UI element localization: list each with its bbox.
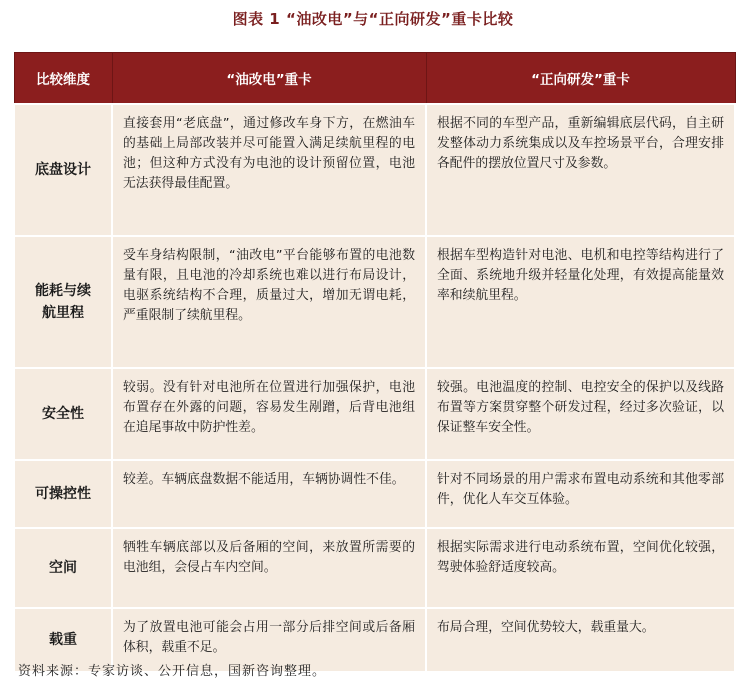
table-row xyxy=(14,104,735,236)
cell-forward-rd: 根据车型构造针对电池、电机和电控等结构进行了全面、系统地升级并轻量化处理，有效提高能量效率和续航里程。 xyxy=(426,236,735,368)
comparison-table xyxy=(13,52,736,673)
row-dimension-energy-range xyxy=(14,236,112,368)
row-dimension-load: 载重 xyxy=(14,608,112,672)
header-dimension: 比较维度 xyxy=(14,53,112,105)
cell-oil-to-electric: 为了放置电池可能会占用一部分后排空间或后备厢体积，载重不足。 xyxy=(112,608,426,672)
cell-oil-to-electric: 较弱。没有针对电池所在位置进行加强保护，电池布置存在外露的问题，容易发生剐蹭，后背电池组在追尾事故中防护性差。 xyxy=(112,368,426,460)
cell-forward-rd: 根据实际需求进行电动系统布置，空间优化较强，驾驶体验舒适度较高。 xyxy=(426,528,735,608)
cell-oil-to-electric: 牺牲车辆底部以及后备厢的空间，来放置所需要的电池组，会侵占车内空间。 xyxy=(112,528,426,608)
table-row xyxy=(14,460,735,528)
table-row xyxy=(14,528,735,608)
table-header-row xyxy=(14,53,735,105)
cell-oil-to-electric: 受车身结构限制，“油改电”平台能够布置的电池数量有限，且电池的冷却系统也难以进行布局设计，电驱系统结构不合理，质量过大，增加无谓电耗，严重限制了续航里程。 xyxy=(112,236,426,368)
header-oil-to-electric: “油改电”重卡 xyxy=(112,53,426,105)
cell-oil-to-electric: 直接套用“老底盘”，通过修改车身下方，在燃油车的基础上局部改装并尽可能置入满足续航里程的电池；但这种方式没有为电池的设计预留位置，电池无法获得最佳配置。 xyxy=(112,104,426,236)
source-note: 资料来源：专家访谈、公开信息，国新咨询整理。 xyxy=(18,664,327,679)
cell-oil-to-electric: 较差。车辆底盘数据不能适用，车辆协调性不佳。 xyxy=(112,460,426,528)
header-forward-rd: “正向研发”重卡 xyxy=(426,53,735,105)
row-dimension-handling: 可操控性 xyxy=(14,460,112,528)
row-dimension-chassis: 底盘设计 xyxy=(14,104,112,236)
row-dimension-safety: 安全性 xyxy=(14,368,112,460)
cell-forward-rd: 根据不同的车型产品，重新编辑底层代码，自主研发整体动力系统集成以及车控场景平台，合理安排各配件的摆放位置尺寸及参数。 xyxy=(426,104,735,236)
dimension-label: 能耗与续航里程 xyxy=(35,283,91,321)
cell-forward-rd: 较强。电池温度的控制、电控安全的保护以及线路布置等方案贯穿整个研发过程，经过多次验证，以保证整车安全性。 xyxy=(426,368,735,460)
table-title: 图表 1 “油改电”与“正向研发”重卡比较 xyxy=(232,10,514,28)
cell-forward-rd: 针对不同场景的用户需求布置电动系统和其他零部件，优化人车交互体验。 xyxy=(426,460,735,528)
table-row xyxy=(14,368,735,460)
cell-forward-rd: 布局合理，空间优势较大，载重量大。 xyxy=(426,608,735,672)
row-dimension-space: 空间 xyxy=(14,528,112,608)
table-row xyxy=(14,236,735,368)
